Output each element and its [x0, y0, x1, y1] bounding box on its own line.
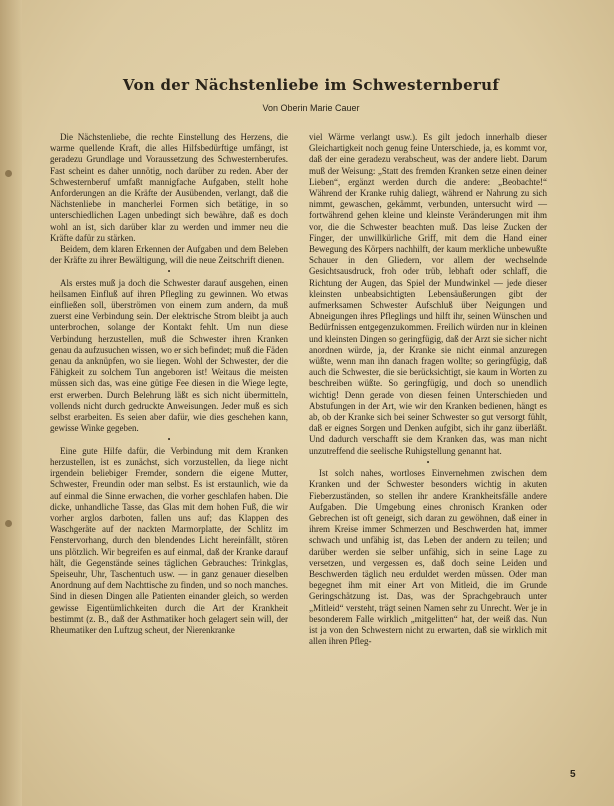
binding-hole	[5, 520, 12, 527]
page-number: 5	[570, 769, 576, 780]
paragraph: Ist solch nahes, wortloses Einvernehmen zwischen dem Kranken und der Schwester besonders wichtig in akuten Fieberzuständen, so stellen ihr andere Krankheitsfälle andere Aufgaben. Die Umgebung eines chronisch Kranken oder Gebrechen ist oft geneigt, sich daran zu gewöhnen, daß einer in ihrem Kreise immer Schmerzen und Beschwerden hat, immer schwach und unfähig ist, das Leben der andern zu teilen; und darüber werden sie selber unfähig, sich in seine Lage zu versetzen, und vergessen es, daß doch seine Leiden und Beschwerden täglich neu erduldet werden müssen. Oder man begegnet ihm mit einer Art von Mitleid, die im Grunde Geringschätzung ist. Das, was der Sprachgebrauch unter „Mitleid“ versteht, trägt seinen Namen sehr zu Unrecht. Wer je in besonderem Falle wirklich „mitgelitten“ hat, der weiß das. Nun ist ja von den Schwestern nicht zu erwarten, daß sie wirklich mit allen ihren Pfleg-	[309, 468, 547, 647]
paragraph: Die Nächstenliebe, die rechte Einstellung des Herzens, die warme quellende Kraft, die alles Hilfsbedürftige umfängt, ist geradezu Grundlage und Voraussetzung des Schwesternberufes. Fast scheint es daher unnötig, noch darüber zu reden. Aber der Schwesternberuf umfaßt mannigfache Aufgaben, stellt hohe Anforderungen an die Kräfte der Ausübenden, verlangt, daß die Nächstenliebe in mancherlei Formen sich betätige, in so unterschiedlichen Lagen unbedingt sich bewähre, daß es doch wohl an ist, sich darüber klar zu werden und immer neu die Kräfte dafür zu stärken.	[50, 132, 288, 243]
section-separator: •	[167, 435, 171, 445]
page-spine	[0, 0, 22, 806]
paragraph: Eine gute Hilfe dafür, die Verbindung mit dem Kranken herzustellen, ist es zunächst, sich vorzustellen, da liege nicht irgendein beliebiger Fremder, sondern die eigene Mutter, Schwester, Freundin oder man selbst. Es ist erstaunlich, wie da auf einmal die Sinne erwachen, die vorher geschlafen haben. Die dicke, unhandliche Tasse, das Glas mit dem hohen Fuß, die wir vorher arglos darboten, fallen uns auf; das Klappen des Waschgeräte auf der nackten Marmorplatte, der Schlitz im Fenstervorhang, durch den blendendes Licht hereinfällt, stören uns plötzlich. Wir begreifen es auf einmal, daß der Kranke darauf hält, die Gegenstände seines täglichen Gebrauches: Trinkglas, Speiseuhr, Uhr, Taschentuch usw. — in ganz genauer dieselben Anordnung auf dem Nachttische zu finden, und so noch manches. Sind in diesen Dingen alle Patienten einander gleich, so werden gewisse Eigentümlichkeiten durch die Art der Krankheit bestimmt (z. B., daß der Asthmatiker hoch gelagert sein will, der Rheumatiker den Luftzug scheut, der Nierenkranke	[50, 445, 288, 635]
left-column	[50, 132, 288, 636]
article-author: Von Oberin Marie Cauer	[262, 103, 360, 113]
right-column	[309, 132, 547, 647]
section-separator: •	[426, 457, 430, 467]
binding-hole	[5, 170, 12, 177]
section-separator: •	[167, 267, 171, 277]
paragraph: Als erstes muß ja doch die Schwester darauf ausgehen, einen heilsamen Einfluß auf ihren Pflegling zu gewinnen. Wo etwas einfließen soll, überströmen von einem zum andern, da muß zuerst eine Verbindung sein. Der elektrische Strom bleibt ja auch unterbrochen, solange der Kontakt fehlt. Um nun diese Verbindung herzustellen, muß die Schwester ihren Kranken genau da aufzusuchen wissen, wo er sich befindet; muß die Fäden genau da anknüpfen, wo sie liegen. Wohl der Schwester, der die Fähigkeit zu solchem Tun angeboren ist! Weitaus die meisten müssen sich das, was eine gütige Fee diesen in die Wiege legte, erst erwerben. Durch Belehrung läßt es sich nicht übermitteln, vollends nicht durch gedruckte Anweisungen. Jeder muß es sich selbst erarbeiten. Es seien aber dafür, wie dies geschehen kann, gewisse Winke gegeben.	[50, 277, 288, 434]
paragraph: Beidem, dem klaren Erkennen der Aufgaben und dem Beleben der Kräfte zu ihrer Bewältigung, will die neue Zeitschrift dienen.	[50, 244, 288, 266]
paragraph: viel Wärme verlangt usw.). Es gilt jedoch innerhalb dieser Gleichartigkeit noch genug feine Unterschiede, ja, es kommt vor, daß der eine geradezu verabscheut, was der andere liebt. Darum muß der Weisung: „Statt des fremden Kranken setze einen deiner Lieben“, ergänzt werden durch die andere: „Beobachte!“ Während der Kranke ruhig daliegt, während er Nahrung zu sich nimmt, gewaschen, gekämmt, verbunden, untersucht wird — fortwährend gehen kleine und kleinste Veränderungen mit ihm vor, die die Schwester beachten muß. Das leise Zucken der Finger, der unwillkürliche Griff, mit dem die Hand einer Bewegung des Körpers nachhilft, der kaum merkliche unbewußte Schauer in den Gliedern, vor allem der wechselnde Gesichtsausdruck, froh oder trüb, lebhaft oder schlaff, die Richtung der Augen, das Spiel der Mundwinkel — jede dieser kleinsten unbeabsichtigten Lebensäußerungen gibt der aufmerksamen Schwester Aufschluß über Neigungen und Abneigungen ihres Pfleglings und hilft ihr, seinen Wünschen und Bedürfnissen entgegenzukommen. Freilich würden nur in kleinen und kleinsten Dingen so geringfügig, daß der Arzt sie sicher nicht anordnen würde, ja, der Kranke sie nicht einmal anzuregen wüßte, wenn man ihn danach fragen wollte; so geringfügig, daß auch die Schwester, die sie berücksichtigt, sie kaum in Worten zu beschreiben wüßte. So geringfügig, und doch so unendlich wichtig! Denn gerade von diesen feinen Unterschieden und Abstufungen in der Art, wie wir den Kranken bedienen, hängt es ab, ob der Kranke sich bei seiner Schwester so gut versorgt fühlt, daß er eignes Sorgen und Denken aufgibt, sich ihr ganz überläßt. Und dadurch verschafft sie dem Kranken das, was man nicht unzutreffend die seelische Ruhigstellung genannt hat.	[309, 132, 547, 456]
article-title: Von der Nächstenliebe im Schwesternberuf	[122, 76, 500, 94]
